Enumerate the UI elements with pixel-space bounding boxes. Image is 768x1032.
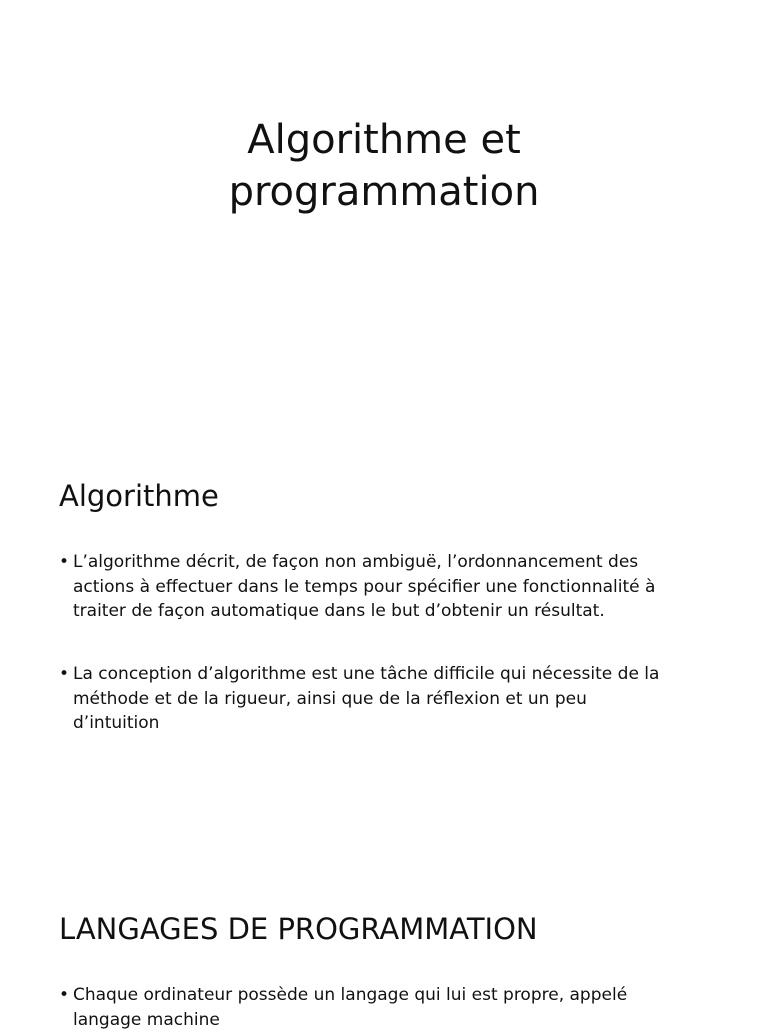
bullet-item: [59, 550, 719, 624]
page-title: [0, 114, 768, 218]
bullet-list-algorithme-2: [59, 662, 719, 736]
bullet-text-line: d’intuition: [73, 711, 719, 736]
bullet-text-line: langage machine: [73, 1008, 719, 1032]
title-line: Algorithme et: [0, 114, 768, 166]
bullet-text-line: actions à effectuer dans le temps pour spécifier une fonctionnalité à: [73, 575, 719, 600]
bullet-text-line: méthode et de la rigueur, ainsi que de la réflexion et un peu: [73, 687, 719, 712]
bullet-icon: •: [59, 550, 69, 575]
bullet-icon: •: [59, 983, 69, 1008]
title-line: programmation: [0, 166, 768, 218]
section-heading-langages: LANGAGES DE PROGRAMMATION: [59, 911, 538, 947]
bullet-text-line: La conception d’algorithme est une tâche difficile qui nécessite de la: [73, 662, 719, 687]
bullet-icon: •: [59, 662, 69, 687]
bullet-item: [59, 662, 719, 736]
bullet-text-line: traiter de façon automatique dans le but d’obtenir un résultat.: [73, 599, 719, 624]
bullet-item: [59, 983, 719, 1032]
bullet-list-langages: [59, 983, 719, 1032]
bullet-text-line: Chaque ordinateur possède un langage qui lui est propre, appelé: [73, 983, 719, 1008]
bullet-text-line: L’algorithme décrit, de façon non ambiguë, l’ordonnancement des: [73, 550, 719, 575]
section-heading-algorithme: Algorithme: [59, 478, 219, 514]
bullet-list-algorithme: [59, 550, 719, 624]
